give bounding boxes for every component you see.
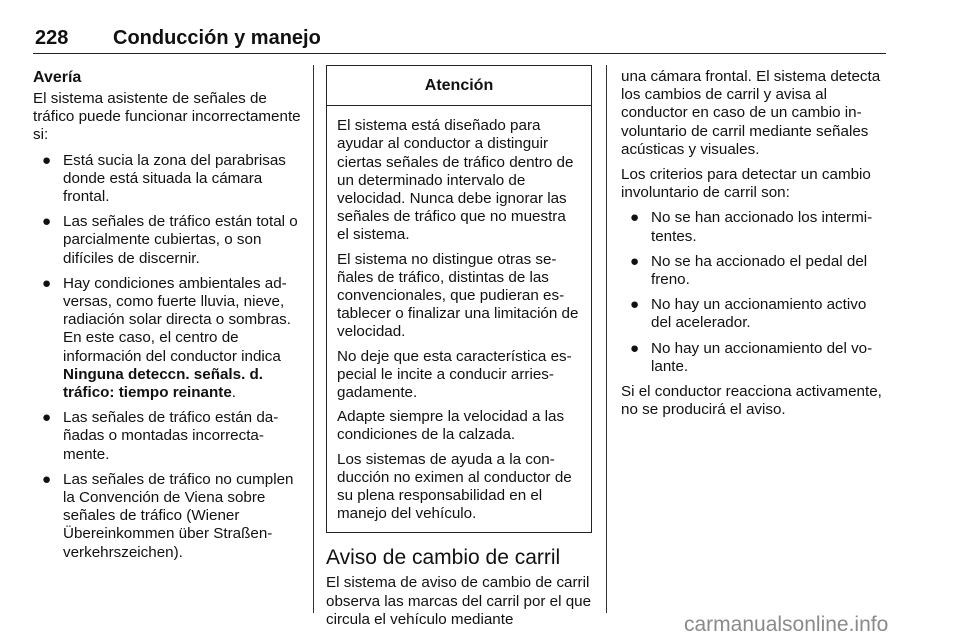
warning-paragraph: El sistema está diseñado para ayudar al conductor a distinguir ciertas señales de tráfico dentro de un determinado intervalo de velocidad. Nunca debe ignorar las señales de tráfico que no muestra el sistema.	[337, 117, 574, 244]
section-heading-averia: Avería	[33, 69, 82, 86]
criteria-intro: Los criterios para detectar un cambio involuntario de carril son:	[621, 166, 871, 202]
column-divider-left	[313, 65, 314, 613]
list-item: ● No hay un accionamiento del volante.	[630, 339, 873, 375]
section-heading-lane-departure: Aviso de cambio de carril	[326, 546, 561, 570]
column-divider-right	[606, 65, 607, 613]
bullet-icon: ●	[630, 252, 640, 270]
intro-paragraph: El sistema asistente de señales de tráfico puede funcionar incorrectamente si:	[33, 90, 301, 144]
bullet-icon: ●	[630, 339, 640, 357]
list-item: ● Las señales de tráfico no cumplen la Convención de Viena sobre señales de tráfico (Wiener Übereinkommen über Straßenverkehrszeichen).	[42, 470, 294, 561]
warning-box	[326, 65, 592, 533]
bullet-icon: ●	[42, 274, 52, 292]
display-message: Ninguna deteccn. señals. d. tráfico: tiempo reinante	[63, 365, 264, 402]
warning-box-body	[327, 106, 591, 532]
list-item: ● Las señales de tráfico están dañadas o montadas incorrectamente.	[42, 409, 279, 463]
bullet-icon: ●	[42, 213, 52, 231]
page-title: Conducción y manejo	[113, 27, 321, 49]
fault-list	[33, 152, 301, 562]
warning-paragraph: El sistema no distingue otras señales de tráfico, distintas de las convencionales, que pudieran establecer o finalizar una limitación de velocidad.	[337, 250, 579, 341]
column-left	[33, 68, 301, 569]
list-item: ● Hay condiciones ambientales adversas, como fuerte lluvia, nieve, radiación solar directa o sombras. En este caso, el centro de información del conductor indica Ninguna deteccn. señals. d. tráfico: tiempo reinante.	[42, 274, 291, 402]
watermark: carmanualsonline.info	[684, 613, 889, 636]
page-number: 228	[35, 27, 69, 49]
column-right	[621, 68, 888, 426]
list-item: ● No hay un accionamiento activo del acelerador.	[630, 296, 867, 332]
warning-paragraph: Adapte siempre la velocidad a las condiciones de la calzada.	[337, 408, 565, 444]
criteria-list	[621, 209, 888, 376]
bullet-icon: ●	[630, 296, 640, 314]
list-item: ● Las señales de tráfico están total o parcialmente cubiertas, o son difíciles de discernir.	[42, 213, 298, 267]
bullet-icon: ●	[42, 470, 52, 488]
list-item: ● No se han accionado los intermitentes.	[630, 209, 873, 245]
page-header	[33, 27, 886, 54]
lane-departure-description: una cámara frontal. El sistema detecta los cambios de carril y avisa al conductor en caso de un cambio involuntario de carril mediante señales acústicas y visuales.	[621, 68, 881, 158]
column-middle	[326, 65, 592, 636]
lane-departure-intro: El sistema de aviso de cambio de carril observa las marcas del carril por el que circula el vehículo mediante	[326, 574, 592, 628]
list-item: ● No se ha accionado el pedal del freno.	[630, 252, 868, 289]
bullet-icon: ●	[630, 209, 640, 227]
closing-paragraph: Si el conductor reacciona activamente, no se producirá el aviso.	[621, 383, 882, 419]
bullet-icon: ●	[42, 409, 52, 427]
warning-paragraph: No deje que esta característica especial le incite a conducir arriesgadamente.	[337, 347, 572, 402]
warning-paragraph: Los sistemas de ayuda a la conducción no eximen al conductor de su plena responsabilidad en el manejo del vehículo.	[337, 450, 572, 523]
warning-box-title: Atención	[327, 66, 591, 106]
bullet-icon: ●	[42, 151, 52, 169]
list-item: ● Está sucia la zona del parabrisas donde está situada la cámara frontal.	[42, 151, 286, 206]
